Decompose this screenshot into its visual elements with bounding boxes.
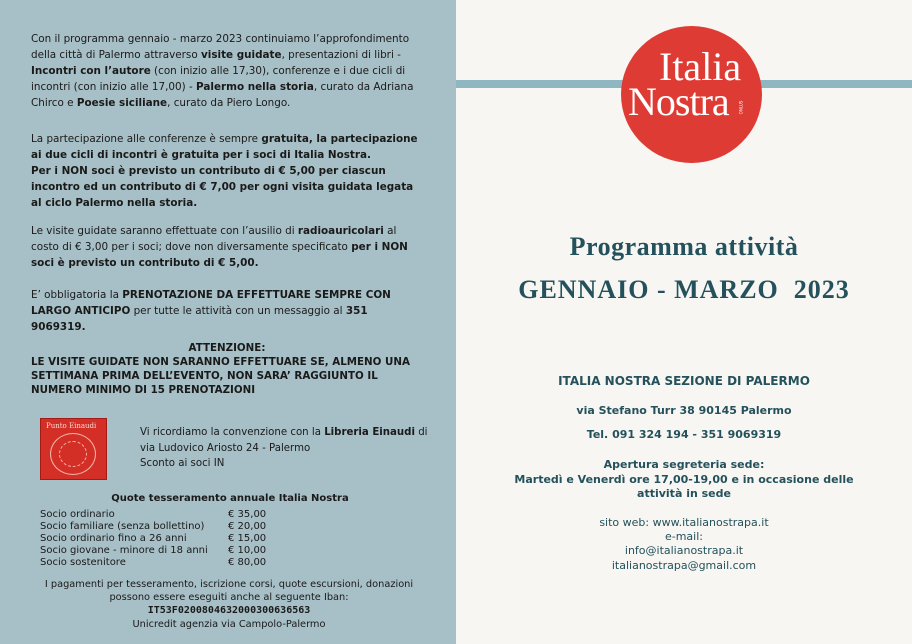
logo-line-1: Italia — [659, 44, 742, 89]
quote-price: € 15,00 — [228, 533, 267, 544]
quote-label: Socio ordinario fino a 26 anni — [40, 533, 187, 544]
intro-bold-visits: visite guidate — [201, 49, 282, 61]
booking-text: E’ obbligatoria la — [31, 289, 123, 301]
logo-onlus: ONLUS — [738, 100, 744, 115]
book-emblem-inner — [59, 441, 87, 467]
booking-bold: PRENOTAZIONE DA EFFETTUARE SEMPRE CON LARGO ANTICIPO — [31, 289, 391, 317]
quote-price: € 80,00 — [228, 557, 267, 568]
intro-bold-poesie: Poesie siciliane — [76, 97, 168, 109]
einaudi-convention — [140, 425, 440, 472]
intro-text: , curato da Adriana Chirco e — [31, 81, 414, 109]
logo-line-2: Nostra — [628, 79, 729, 124]
hours-text: Martedì e Venerdì ore 17,00-19,00 e in occasione delle attività in sede — [514, 473, 854, 500]
quote-price: € 20,00 — [228, 521, 267, 532]
einaudi-bold: Libreria Einaudi — [324, 427, 415, 438]
quote-price: € 10,00 — [228, 545, 267, 556]
audio-text: al costo di € 3,00 per i soci; dove non diversamente specificato — [31, 225, 397, 253]
einaudi-address: di via Ludovico Ariosto 24 - Palermo — [140, 427, 428, 454]
quote-row — [40, 509, 280, 521]
section-name: ITALIA NOSTRA SEZIONE DI PALERMO — [558, 374, 810, 388]
intro-text: Con il programma gennaio - marzo 2023 continuiamo l’approfondimento della città di Palermo attraverso — [31, 33, 410, 61]
email-info[interactable]: info@italianostrapa.it — [624, 544, 744, 557]
quote-row — [40, 545, 280, 557]
payment-text: I pagamenti per tesseramento, iscrizione corsi, quote escursioni, donazioni possono essere eseguiti anche al seguente Iban: — [44, 579, 414, 604]
nonsoci-contribution: Per i NON soci è previsto un contributo di € 5,00 per ciascun incontro ed un contributo di € 7,00 per ogni visita guidata legata al ciclo Palermo nella storia. — [31, 165, 414, 209]
quote-label: Socio familiare (senza bollettino) — [40, 521, 205, 532]
program-period: GENNAIO - MARZO 2023 — [518, 275, 850, 304]
intro-bold-palermo: Palermo nella storia — [196, 81, 314, 93]
phone: Tel. 091 324 194 - 351 9069319 — [586, 428, 782, 441]
quote-price: € 35,00 — [228, 509, 267, 520]
audio-bold: radioauricolari — [297, 225, 384, 237]
intro-text: , presentazioni di libri - — [281, 49, 401, 61]
quote-label: Socio sostenitore — [40, 557, 126, 568]
hours-title: Apertura segreteria sede: — [603, 458, 765, 471]
audio-bold-price: per i NON soci è previsto un contributo di € 5,00. — [31, 241, 408, 269]
quote-row — [40, 521, 280, 533]
intro-text: (con inizio alle 17,30), conferenze e i due cicli di incontri (con inizio alle 17,00) - — [31, 65, 406, 93]
audio-paragraph — [31, 223, 423, 271]
attention-heading: ATTENZIONE: — [188, 342, 266, 354]
attention-text: LE VISITE GUIDATE NON SARANNO EFFETTUARE SE, ALMENO UNA SETTIMANA PRIMA DELL’EVENTO, NON SARA’ RAGGIUNTO IL NUMERO MINIMO DI 15 PRENOTAZIONI — [31, 356, 410, 396]
quote-label: Socio giovane - minore di 18 anni — [40, 545, 208, 556]
quote-row — [40, 533, 280, 545]
booking-phone: 351 9069319. — [31, 305, 368, 333]
participation-bold: gratuita, la partecipazione ai due cicli di incontri è gratuita per i soci di Italia Nostra. — [31, 133, 418, 161]
address: via Stefano Turr 38 90145 Palermo — [576, 404, 792, 417]
einaudi-discount: Sconto ai soci IN — [140, 458, 225, 469]
italia-nostra-logo — [621, 26, 762, 163]
payment-bank: Unicredit agenzia via Campolo-Palermo — [132, 618, 326, 630]
audio-text: Le visite guidate saranno effettuate con l’ausilio di — [31, 225, 298, 237]
payment-info — [30, 578, 428, 631]
book-title: Punto Einaudi — [46, 422, 97, 430]
einaudi-text: Vi ricordiamo la convenzione con la — [140, 427, 325, 438]
quote-row — [40, 557, 280, 569]
attention-block — [31, 341, 423, 397]
email-label: e-mail: — [664, 530, 703, 543]
participation-paragraph — [31, 131, 423, 211]
booking-text: per tutte le attività con un messaggio al — [130, 305, 346, 317]
intro-bold-author: Incontri con l’autore — [31, 65, 151, 77]
intro-paragraph — [31, 31, 423, 111]
website[interactable]: sito web: www.italianostrapa.it — [599, 516, 769, 529]
quote-label: Socio ordinario — [40, 509, 115, 520]
participation-text: La partecipazione alle conferenze è sempre — [31, 133, 262, 145]
booking-paragraph — [31, 287, 423, 335]
intro-text: , curato da Piero Longo. — [167, 97, 291, 109]
quotes-title: Quote tesseramento annuale Italia Nostra — [111, 493, 349, 504]
program-title: Programma attività — [569, 232, 799, 261]
email-gmail[interactable]: italianostrapa@gmail.com — [611, 559, 757, 572]
einaudi-book-image — [40, 418, 107, 480]
payment-iban: IT53F0200804632000300636563 — [147, 605, 311, 617]
